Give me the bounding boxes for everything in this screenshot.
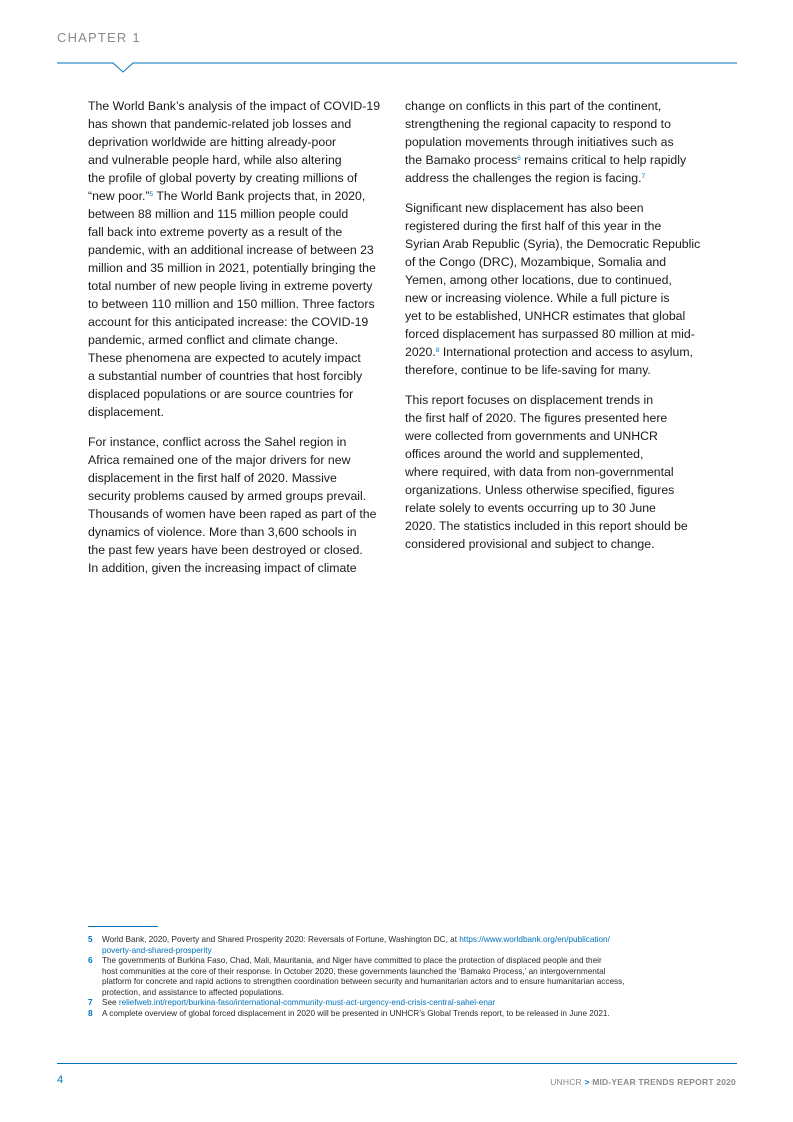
text-line: dynamics of violence. More than 3,600 schools in <box>88 525 357 539</box>
text-line: This report focuses on displacement trends in <box>405 393 654 407</box>
worldbank-link-continued[interactable]: poverty-and-shared-prosperity <box>102 945 212 955</box>
header-rule <box>57 56 737 76</box>
text-line: relate solely to events occurring up to 30 June <box>405 501 656 515</box>
text-line: total number of new people living in extreme poverty <box>88 279 373 293</box>
text-line: pandemic, armed conflict and climate change. <box>88 333 339 347</box>
footnote-body <box>102 1009 708 1020</box>
right-column <box>405 97 705 565</box>
chapter-label: CHAPTER 1 <box>57 30 141 45</box>
text-line: therefore, continue to be life-saving for many. <box>405 363 651 377</box>
footnote-6 <box>88 956 708 998</box>
text-line: displacement. <box>88 405 164 419</box>
footnote-7 <box>88 998 708 1009</box>
text-line <box>405 169 705 187</box>
text-line: of the Congo (DRC), Mozambique, Somalia and <box>405 255 667 269</box>
text-line: to between 110 million and 150 million. Three factors <box>88 297 375 311</box>
text-line: displacement in the first half of 2020. Massive <box>88 471 337 485</box>
text-fragment: address the challenges the region is facing. <box>405 171 642 185</box>
text-line: 2020. The statistics included in this report should be <box>405 519 688 533</box>
footnote-body <box>102 935 708 956</box>
text-fragment: remains critical to help rapidly <box>520 153 687 167</box>
paragraph-world-bank <box>88 97 388 421</box>
footnote-text: World Bank, 2020, Poverty and Shared Prosperity 2020: Reversals of Fortune, Washington DC, at <box>102 935 460 944</box>
text-line: Africa remained one of the major drivers for new <box>88 453 351 467</box>
footnote-divider <box>88 926 158 927</box>
page-number: 4 <box>57 1074 64 1086</box>
text-line: Significant new displacement has also been <box>405 201 644 215</box>
text-line: between 88 million and 115 million people could <box>88 207 349 221</box>
footnote-ref-7[interactable]: 7 <box>641 173 646 180</box>
text-line: Yemen, among other locations, due to continued, <box>405 273 672 287</box>
footer-report-title: MID-YEAR TRENDS REPORT 2020 <box>592 1077 736 1087</box>
footnote-number: 8 <box>88 1008 93 1018</box>
text-line: strengthening the regional capacity to respond to <box>405 117 671 131</box>
footnote-line: A complete overview of global forced displacement in 2020 will be presented in UNHCR’s Global Trends report, to be released in June 2021. <box>102 1008 610 1018</box>
text-line: the first half of 2020. The figures presented here <box>405 411 668 425</box>
text-line: and vulnerable people hard, while also altering <box>88 153 342 167</box>
text-line: yet to be established, UNHCR estimates that global <box>405 309 686 323</box>
text-line: forced displacement has surpassed 80 million at mid- <box>405 327 695 341</box>
text-line: registered during the first half of this year in the <box>405 219 662 233</box>
text-line: the profile of global poverty by creating millions of <box>88 171 358 185</box>
text-line: These phenomena are expected to acutely impact <box>88 351 361 365</box>
text-line: the past few years have been destroyed or closed. <box>88 543 363 557</box>
text-fragment: The World Bank projects that, in 2020, <box>153 189 366 203</box>
footnote-line <box>102 935 708 946</box>
footer-brand: UNHCR <box>550 1077 582 1087</box>
footnote-number: 5 <box>88 935 93 944</box>
footnote-line <box>102 998 708 1009</box>
left-column <box>88 97 388 589</box>
text-line <box>405 343 705 361</box>
footnote-body <box>102 956 708 998</box>
paragraph-climate-bamako <box>405 97 705 187</box>
footnote-8 <box>88 1009 708 1020</box>
text-line: new or increasing violence. While a full picture is <box>405 291 670 305</box>
worldbank-link[interactable]: https://www.worldbank.org/en/publication/ <box>459 935 610 944</box>
footnote-number: 7 <box>88 998 93 1007</box>
footnote-line: protection, and assistance to affected populations. <box>102 987 284 997</box>
text-line <box>88 187 388 205</box>
footnote-ref-5[interactable]: 5 <box>149 191 154 198</box>
text-line: account for this anticipated increase: the COVID-19 <box>88 315 369 329</box>
text-fragment: “new poor.” <box>88 189 150 203</box>
footer-separator: > <box>584 1077 590 1087</box>
text-line: where required, with data from non-governmental <box>405 465 674 479</box>
text-line: has shown that pandemic-related job losses and <box>88 117 352 131</box>
text-line: The World Bank’s analysis of the impact of COVID-19 <box>88 99 381 113</box>
footnote-line: platform for concrete and rapid actions to strengthen coordination between security and humanitarian actors and to ensure humanitarian access, <box>102 977 625 986</box>
text-line: In addition, given the increasing impact of climate <box>88 561 357 575</box>
text-fragment: International protection and access to asylum, <box>439 345 693 359</box>
text-line: Thousands of women have been raped as part of the <box>88 507 377 521</box>
footnote-ref-8[interactable]: 8 <box>435 347 440 354</box>
text-line: population movements through initiatives such as <box>405 135 674 149</box>
paragraph-report-focus <box>405 391 705 553</box>
paragraph-sahel <box>88 433 388 577</box>
text-fragment: the Bamako process <box>405 153 518 167</box>
text-line: million and 35 million in 2021, potentially bringing the <box>88 261 376 275</box>
reliefweb-link[interactable]: reliefweb.int/report/burkina-faso/international-community-must-act-urgency-end-crisis-central-sahel-enar <box>118 998 496 1007</box>
text-line: displaced populations or are source countries for <box>88 387 354 401</box>
text-line: were collected from governments and UNHCR <box>405 429 658 443</box>
text-line: Syrian Arab Republic (Syria), the Democratic Republic <box>405 237 701 251</box>
text-line: For instance, conflict across the Sahel region in <box>88 435 347 449</box>
footnote-body <box>102 998 708 1009</box>
footnote-ref-6[interactable]: 6 <box>517 155 521 162</box>
footnote-text: See <box>102 998 119 1007</box>
footer-rule <box>57 1063 737 1064</box>
text-line: fall back into extreme poverty as a result of the <box>88 225 343 239</box>
text-line: pandemic, with an additional increase of between 23 <box>88 243 374 257</box>
text-line: a substantial number of countries that host forcibly <box>88 369 363 383</box>
text-line <box>405 151 705 169</box>
text-line: deprivation worldwide are hitting already-poor <box>88 135 337 149</box>
footnote-line: The governments of Burkina Faso, Chad, Mali, Mauritania, and Niger have committed to place the protection of displaced people and their <box>102 956 602 965</box>
footnote-5 <box>88 935 708 956</box>
text-line: change on conflicts in this part of the continent, <box>405 99 662 113</box>
running-footer <box>550 1077 736 1087</box>
paragraph-new-displacement <box>405 199 705 379</box>
text-line: security problems caused by armed groups prevail. <box>88 489 367 503</box>
footnotes <box>88 935 708 1019</box>
footnote-line: host communities at the core of their response. In October 2020, these governments launched the ‘Bamako Process,’ an intergovernmental <box>102 966 606 976</box>
text-line: offices around the world and supplemented, <box>405 447 644 461</box>
text-line: organizations. Unless otherwise specified, figures <box>405 483 675 497</box>
text-fragment: 2020. <box>405 345 436 359</box>
text-line: considered provisional and subject to change. <box>405 537 655 551</box>
footnote-number: 6 <box>88 956 93 965</box>
